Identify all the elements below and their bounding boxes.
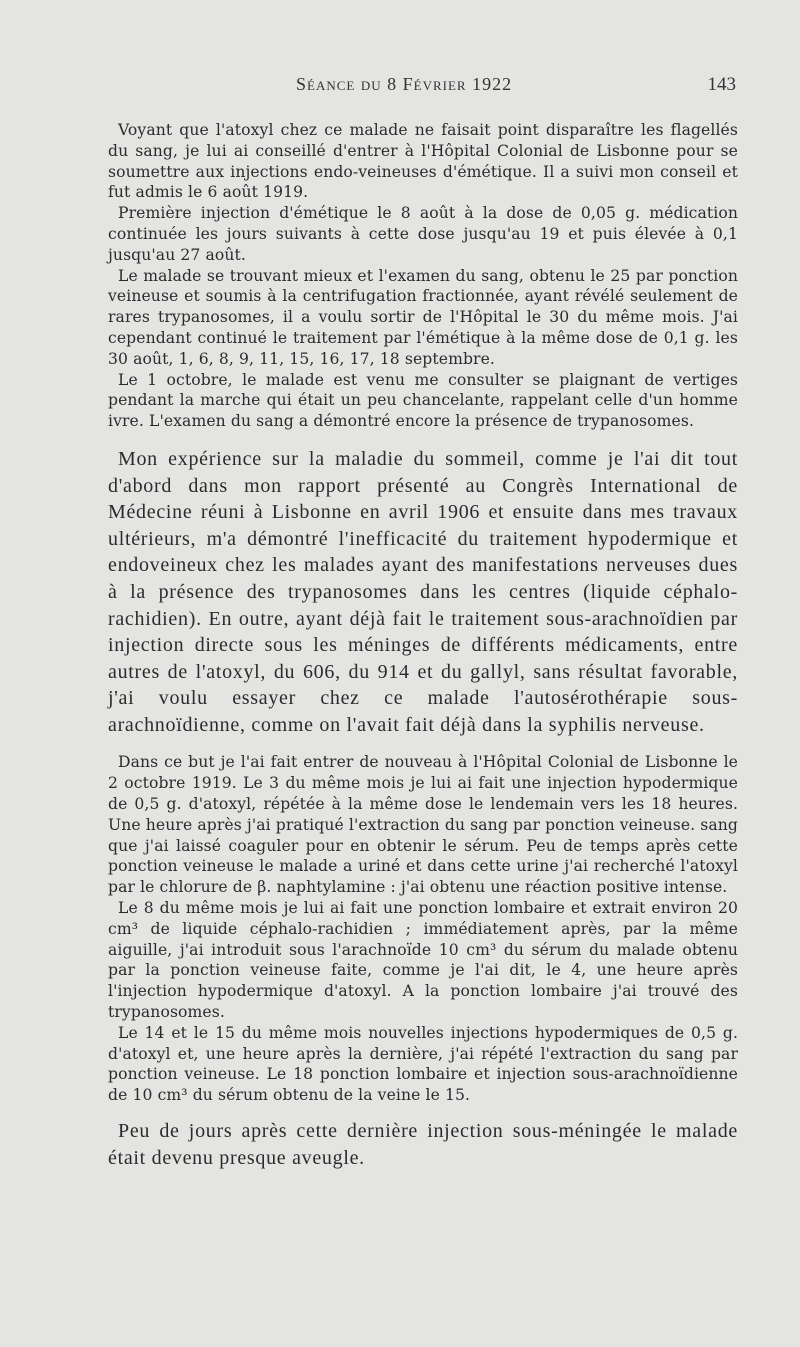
paragraph-8: Le 14 et le 15 du même mois nouvelles injections hypodermiques de 0,5 g. d'atoxyl et, une heure après la dernière, j'ai répété l'extraction du sang par ponction veineuse. Le 18 ponction lombaire et injection sous-arachnoïdienne de 10 cm³ du sérum obtenu de la veine le 15. [108, 1023, 738, 1105]
page-header [108, 74, 736, 102]
page-body [108, 120, 738, 1171]
paragraph-6: Dans ce but je l'ai fait entrer de nouveau à l'Hôpital Colonial de Lisbonne le 2 octobre 1919. Le 3 du même mois je lui ai fait une injection hypodermique de 0,5 g. d'atoxyl, répétée à la même dose le lendemain vers les 18 heures. Une heure après j'ai pratiqué l'extraction du sang par ponction veineuse. sang que j'ai laissé coaguler pour en obtenir le sérum. Peu de temps après cette ponction veineuse le malade a uriné et dans cette urine j'ai recherché l'atoxyl par le chlorure de β. naphtylamine : j'ai obtenu une réaction positive intense. [108, 753, 738, 897]
paragraph-7: Le 8 du même mois je lui ai fait une ponction lombaire et extrait environ 20 cm³ de liquide céphalo-rachidien ; immédiatement après, par la même aiguille, j'ai introduit sous l'arachnoïde 10 cm³ du sérum du malade obtenu par la ponction veineuse faite, comme je l'ai dit, le 4, une heure après l'injection hypodermique d'atoxyl. A la ponction lombaire j'ai trouvé des trypanosomes. [108, 899, 738, 1022]
paragraph-4: Le 1 octobre, le malade est venu me consulter se plaignant de vertiges pendant la marche qui était un peu chancelante, rappelant celle d'un homme ivre. L'examen du sang a démontré encore la présence de trypanosomes. [108, 370, 738, 431]
paragraph-2: Première injection d'émétique le 8 août à la dose de 0,05 g. médication continuée les jours suivants à cette dose jusqu'au 19 et puis élevée à 0,1 jusqu'au 27 août. [108, 204, 738, 264]
paragraph-1: Voyant que l'atoxyl chez ce malade ne faisait point disparaître les flagellés du sang, je lui ai conseillé d'entrer à l'Hôpital Colonial de Lisbonne pour se soumettre aux injections endo-veineuses d'émétique. Il a suivi mon conseil et fut admis le 6 août 1919. [108, 121, 738, 202]
paragraph-9: Peu de jours après cette dernière injection sous-méningée le malade était devenu presque aveugle. [108, 1120, 738, 1169]
page-number: 143 [707, 74, 736, 95]
paragraph-3: Le malade se trouvant mieux et l'examen du sang, obtenu le 25 par ponction veineuse et soumis à la centrifugation fractionnée, ayant révélé seulement de rares trypanosomes, il a voulu sortir de l'Hôpital le 30 du même mois. J'ai cependant continué le traitement par l'émétique à la même dose de 0,1 g. les 30 août, 1, 6, 8, 9, 11, 15, 16, 17, 18 septembre. [108, 266, 738, 368]
paragraph-5: Mon expérience sur la maladie du sommeil, comme je l'ai dit tout d'abord dans mon rapport présenté au Congrès International de Médecine réuni à Lisbonne en avril 1906 et ensuite dans mes travaux ultérieurs, m'a démontré l'inefficacité du traitement hypodermique et endoveineux chez les malades ayant des manifestations nerveuses dues à la présence des trypanosomes dans les centres (liquide céphalo-rachidien). En outre, ayant déjà fait le traitement sous-arachnoïdien par injection directe sous les méninges de différents médicaments, entre autres de l'atoxyl, du 606, du 914 et du gallyl, sans résultat favorable, j'ai voulu essayer chez ce malade l'autosérothérapie sous-arachnoïdienne, comme on l'avait fait déjà dans la syphilis nerveuse. [108, 447, 738, 736]
running-title: Séance du 8 Février 1922 [296, 74, 513, 94]
